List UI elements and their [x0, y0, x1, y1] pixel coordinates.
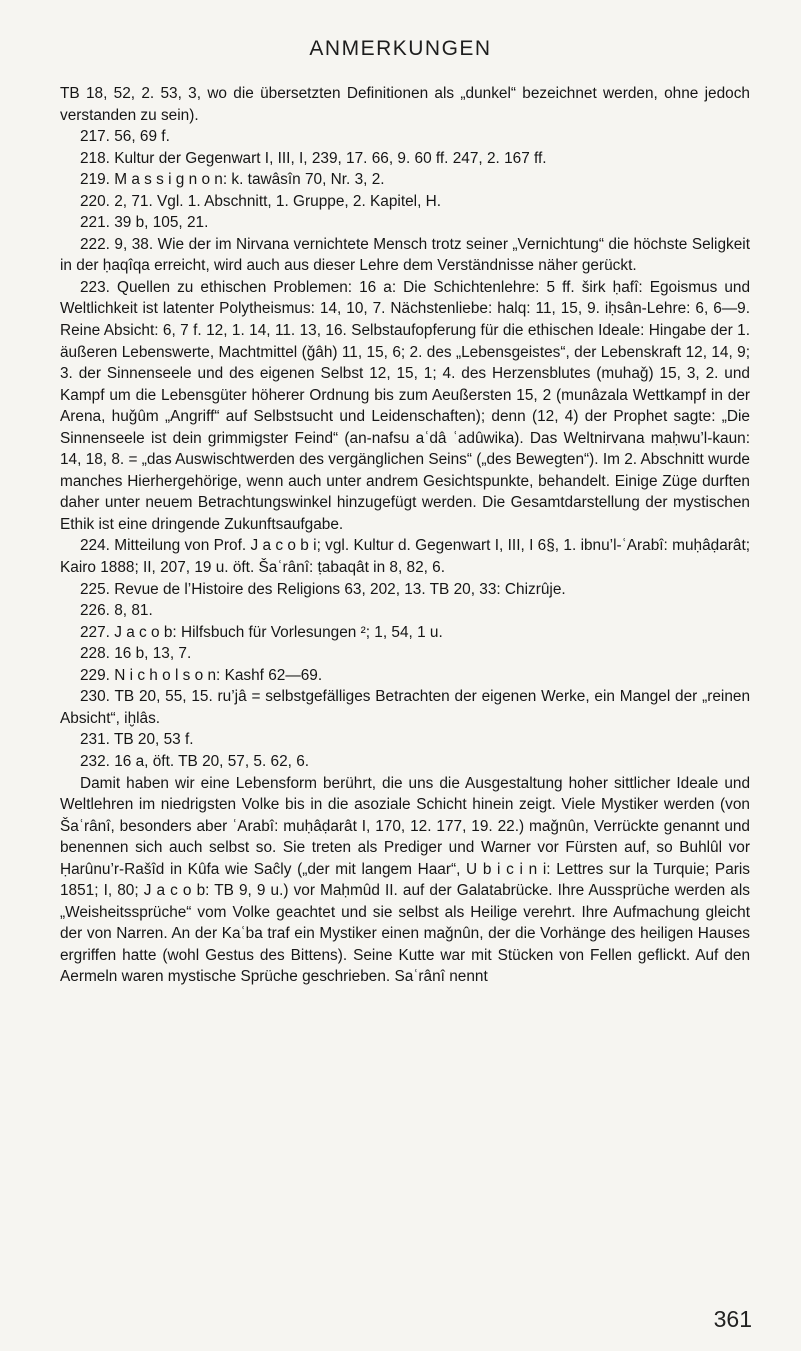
- closing-paragraph: Damit haben wir eine Lebensform berührt, die uns die Ausgestaltung hoher sittlicher Ideale und Weltlehren im niedrigsten Volke bis in die asoziale Schicht hinein zeigt. Viele Mystiker werden (von Šaʿrânî, besonders aber ʿArabî: muḥâḍarât I, 170, 12. 177, 19. 22.) maǧnûn, Verrückte genannt und benennen sich auch selbst so. Sie treten als Prediger und Warner vor Fürsten auf, so Buhlûl vor Ḥarûnu’r-Rašîd in Kûfa wie Saĉly („der mit langem Haar“, U b i c i n i: Lettres sur la Turquie; Paris 1851; I, 80; J a c o b: TB 9, 9 u.) vor Maḥmûd II. auf der Galatabrücke. Ihre Aussprüche werden als „Weisheitssprüche“ vom Volke geachtet und sie selbst als Heilige verehrt. Ihre Aufmachung gleicht der von Narren. An der Kaʿba traf ein Mystiker einen maǧnûn, der die Vorhänge des heiligen Hauses ergriffen hatte (wohl Gestus des Bittens). Seine Kutte war mit Stücken von Fellen geflickt. Auf den Aermeln waren mystische Sprüche geschrieben. Saʿrânî nennt: [60, 774, 750, 986]
- note-227: 227. J a c o b: Hilfsbuch für Vorlesungen ²; 1, 54, 1 u.: [80, 623, 443, 641]
- note-229: 229. N i c h o l s o n: Kashf 62—69.: [80, 666, 323, 684]
- page-number: 361: [713, 1306, 752, 1332]
- note-219: 219. M a s s i g n o n: k. tawâsîn 70, Nr. 3, 2.: [80, 171, 385, 189]
- note-231: 231. TB 20, 53 f.: [80, 731, 194, 749]
- note-218: 218. Kultur der Gegenwart I, III, I, 239, 17. 66, 9. 60 ff. 247, 2. 167 ff.: [80, 149, 547, 167]
- note-225: 225. Revue de l’Histoire des Religions 63, 202, 13. TB 20, 33: Chizrûje.: [80, 580, 566, 598]
- note-220: 220. 2, 71. Vgl. 1. Abschnitt, 1. Gruppe, 2. Kapitel, H.: [80, 192, 442, 210]
- note-223: 223. Quellen zu ethischen Problemen: 16 a: Die Schichtenlehre: 5 ff. širk ḥafî: Egoismus und Weltlichkeit ist latenter Polytheismus: 14, 10, 7. Nächstenliebe: halq: 11, 15, 9. iḥsân-Lehre: 6, 6—9. Reine Absicht: 6, 7 f. 12, 1. 14, 11. 13, 16. Selbstaufopferung für die ethischen Ideale: Hingabe der 1. äußeren Lebenswerte, Machtmittel (ǧâh) 11, 15, 6; 2. des „Lebensgeistes“, der Lebenskraft 12, 14, 9; 3. der Sinnenseele und des eigenen Selbst 12, 15, 1; 4. des Herzensblutes (muhaǧ) 15, 3, 2. und Kampf um die Lebensgüter höherer Ordnung bis zum Aeußersten 15, 2 (munâzala Wettkampf in der Arena, huǧûm „Angriff“ auf Selbstsucht und Leidenschaften); denn (12, 4) der Prophet sagte: „Die Sinnenseele ist dein grimmigster Feind“ (an-nafsu aʿdâ ʿadûwika). Das Weltnirvana maḥwu’l-kaun: 14, 18, 8. = „das Auswischtwerden des vergänglichen Seins“ („des Bewegten“). Im 2. Abschnitt wurde manches Hierhergehörige, wenn auch unter andrem Gesichtspunkte, behandelt. Einige Züge durften daher unter neuem Betrachtungswinkel hinzugefügt werden. Die Gesamtdarstellung der mystischen Ethik ist eine dringende Zukunftsaufgabe.: [60, 278, 750, 533]
- note-226: 226. 8, 81.: [80, 602, 153, 620]
- note-232: 232. 16 a, öft. TB 20, 57, 5. 62, 6.: [80, 752, 310, 770]
- running-header: ANMERKUNGEN: [309, 37, 492, 60]
- notes-body: [60, 83, 750, 988]
- note-continuation: TB 18, 52, 2. 53, 3, wo die übersetzten Definitionen als „dunkel“ bezeichnet werden, ohne jedoch verstanden zu sein).: [60, 85, 750, 124]
- note-224: 224. Mitteilung von Prof. J a c o b i; vgl. Kultur d. Gegenwart I, III, I 6§, 1. ibnu’l-ʿArabî: muḥâḍarât; Kairo 1888; II, 207, 19 u. öft. Šaʿrânî: ṭabaqât in 8, 82, 6.: [60, 537, 750, 577]
- note-221: 221. 39 b, 105, 21.: [80, 214, 209, 232]
- note-230: 230. TB 20, 55, 15. ru’jâ = selbstgefälliges Betrachten der eigenen Werke, ein Mangel der „reinen Absicht“, iḫlâs.: [60, 688, 750, 727]
- note-228: 228. 16 b, 13, 7.: [80, 645, 192, 663]
- note-222: 222. 9, 38. Wie der im Nirvana vernichtete Mensch trotz seiner „Vernichtung“ die höchste Seligkeit in der ḥaqîqa erreicht, wird auch aus dieser Lehre dem Verständnisse näher gerückt.: [60, 235, 750, 275]
- note-217: 217. 56, 69 f.: [80, 128, 170, 146]
